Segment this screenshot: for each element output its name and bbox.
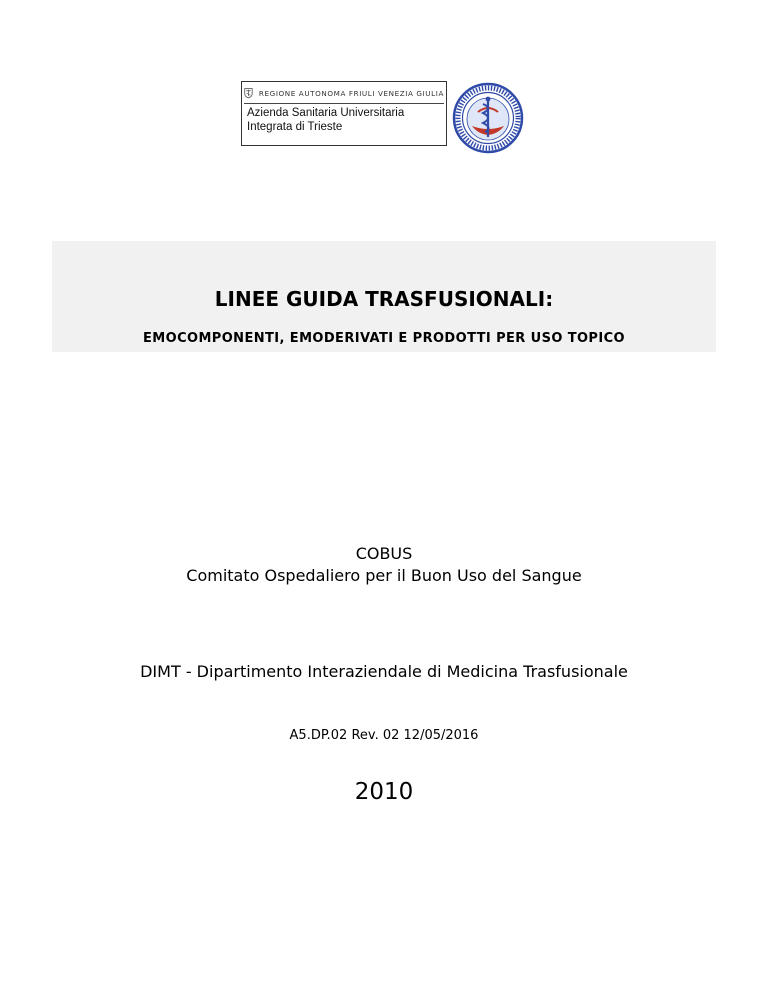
region-name: REGIONE AUTONOMA FRIULI VENEZIA GIULIA [258,88,444,98]
document-code: A5.DP.02 Rev. 02 12/05/2016 [289,728,479,743]
org-name-line1: Azienda Sanitaria Universitaria [247,107,405,119]
document-subtitle: EMOCOMPONENTI, EMODERIVATI E PRODOTTI PER USO TOPICO [143,331,625,346]
hospital-seal-icon [452,82,524,154]
committee-acronym: COBUS [355,544,413,563]
logo-divider [244,103,444,104]
region-header [244,85,444,101]
regional-coat-of-arms-icon [244,86,253,100]
committee-full-name: Comitato Ospedaliero per il Buon Uso del Sangue [186,566,582,585]
department-name: DIMT - Dipartimento Interaziendale di Medicina Trasfusionale [140,662,628,681]
document-title: LINEE GUIDA TRASFUSIONALI: [214,287,554,311]
institution-logo [241,81,447,146]
org-name-line2: Integrata di Trieste [247,121,343,133]
document-year: 2010 [354,779,414,805]
